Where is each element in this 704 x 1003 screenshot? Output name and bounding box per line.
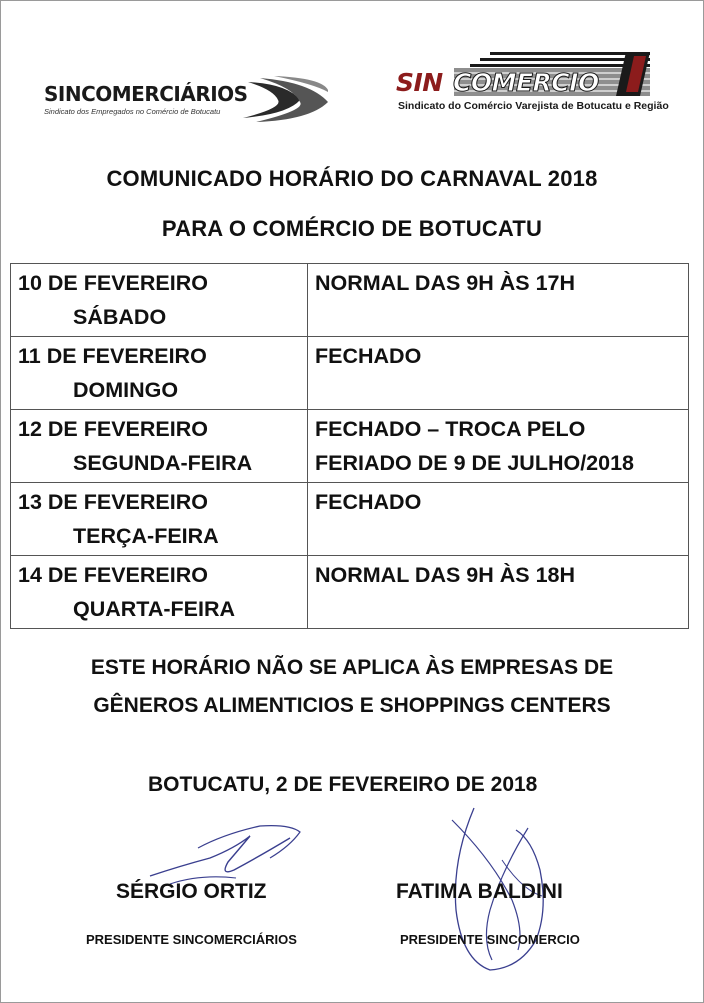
place-and-date: BOTUCATU, 2 DE FEVEREIRO DE 2018 bbox=[148, 773, 538, 796]
table-row bbox=[11, 483, 689, 556]
status-cell bbox=[308, 410, 689, 483]
weekday-text: SÁBADO bbox=[73, 305, 167, 329]
carnival-schedule-table bbox=[10, 263, 689, 629]
status-cell bbox=[308, 337, 689, 410]
left-logo-name: SINCOMERCIÁRIOS bbox=[44, 82, 248, 106]
exception-note-line1: ESTE HORÁRIO NÃO SE APLICA ÀS EMPRESAS DE bbox=[90, 656, 614, 679]
signatory-name-1: SÉRGIO ORTIZ bbox=[116, 880, 267, 903]
date-cell bbox=[11, 483, 308, 556]
right-logo-name-part1: SIN bbox=[396, 68, 443, 97]
status-cell bbox=[308, 556, 689, 629]
signatory-role-1: PRESIDENTE SINCOMERCIÁRIOS bbox=[86, 932, 297, 947]
sincomercio-logo bbox=[394, 46, 669, 116]
status-text: FECHADO bbox=[315, 344, 422, 368]
document-subtitle: PARA O COMÉRCIO DE BOTUCATU bbox=[161, 216, 543, 241]
date-text: 14 DE FEVEREIRO bbox=[18, 563, 208, 587]
status-text: NORMAL DAS 9H ÀS 18H bbox=[315, 563, 576, 587]
table-row bbox=[11, 264, 689, 337]
status-text-continued: FERIADO DE 9 DE JULHO/2018 bbox=[315, 451, 635, 475]
weekday-text: DOMINGO bbox=[73, 378, 179, 402]
exception-note-line2: GÊNEROS ALIMENTICIOS E SHOPPINGS CENTERS bbox=[93, 694, 611, 717]
table-row bbox=[11, 556, 689, 629]
sincomerciarios-logo bbox=[38, 62, 328, 122]
table-row bbox=[11, 410, 689, 483]
status-text: NORMAL DAS 9H ÀS 17H bbox=[315, 271, 576, 295]
status-text: FECHADO bbox=[315, 490, 422, 514]
date-text: 12 DE FEVEREIRO bbox=[18, 417, 208, 441]
date-cell bbox=[11, 337, 308, 410]
status-text: FECHADO – TROCA PELO bbox=[315, 417, 586, 441]
signatory-role-2: PRESIDENTE SINCOMERCIO bbox=[400, 932, 580, 947]
weekday-text: QUARTA-FEIRA bbox=[73, 597, 236, 621]
date-text: 13 DE FEVEREIRO bbox=[18, 490, 208, 514]
right-logo-subtitle: Sindicato do Comércio Varejista de Botucatu e Região bbox=[398, 100, 669, 112]
status-cell bbox=[308, 264, 689, 337]
signatory-name-2: FATIMA BALDINI bbox=[396, 880, 563, 903]
weekday-text: TERÇA-FEIRA bbox=[73, 524, 219, 548]
date-text: 10 DE FEVEREIRO bbox=[18, 271, 208, 295]
weekday-text: SEGUNDA-FEIRA bbox=[73, 451, 253, 475]
document-title: COMUNICADO HORÁRIO DO CARNAVAL 2018 bbox=[106, 166, 598, 191]
status-cell bbox=[308, 483, 689, 556]
date-cell bbox=[11, 556, 308, 629]
right-logo-name-part2: COMERCIO bbox=[453, 68, 599, 97]
left-logo-subtitle: Sindicato dos Empregados no Comércio de Botucatu bbox=[44, 107, 221, 116]
table-row bbox=[11, 337, 689, 410]
date-cell bbox=[11, 264, 308, 337]
date-cell bbox=[11, 410, 308, 483]
date-text: 11 DE FEVEREIRO bbox=[18, 344, 207, 368]
